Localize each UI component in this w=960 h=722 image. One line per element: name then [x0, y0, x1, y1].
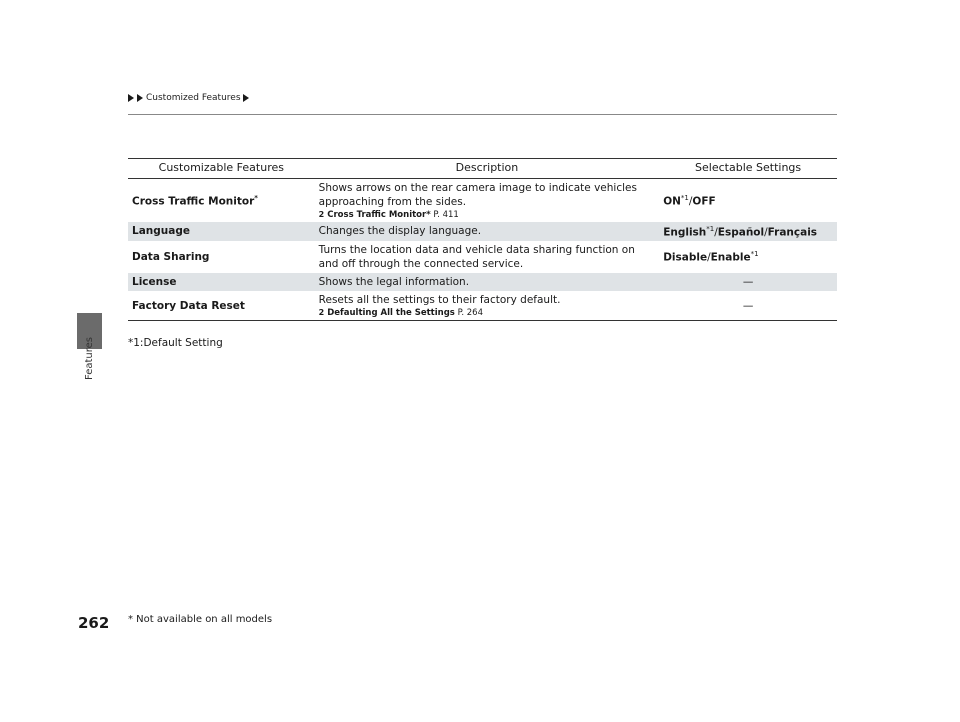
default-setting-note: *1:Default Setting [128, 337, 223, 349]
description-text: Shows the legal information. [318, 275, 470, 288]
table-row [128, 273, 837, 291]
description-cell [315, 222, 660, 240]
description-cell [315, 291, 660, 321]
feature-cell [128, 273, 315, 291]
settings-cell: — [659, 273, 837, 291]
table-header-row [128, 159, 837, 179]
cross-reference-link[interactable]: 2 Defaulting All the Settings P. 264 [318, 308, 483, 319]
feature-cell [128, 222, 315, 240]
availability-footnote: * Not available on all models [128, 614, 273, 625]
breadcrumb-section[interactable]: Customized Features [146, 93, 241, 103]
description-cell [315, 273, 660, 291]
table-row [128, 222, 837, 240]
settings-cell: — [659, 291, 837, 321]
description-text: Changes the display language. [318, 225, 482, 238]
header-description: Description [315, 159, 660, 179]
table-row [128, 291, 837, 321]
feature-name: License [132, 275, 177, 288]
breadcrumb [128, 93, 250, 103]
reference-arrow-icon: 2 [318, 308, 325, 318]
breadcrumb-arrow-icon [128, 94, 134, 102]
header-customizable-features: Customizable Features [128, 159, 315, 179]
description-text: Resets all the settings to their factory default. [318, 294, 561, 307]
settings-cell: English$^{*1}$/Español/Français [659, 222, 837, 240]
description-text: Turns the location data and vehicle data sharing function on and off through the connected service. [318, 243, 635, 270]
table-row [128, 241, 837, 273]
header-selectable-settings: Selectable Settings [659, 159, 837, 179]
feature-name: Language [132, 225, 190, 238]
feature-name: Cross Traffic Monitor* [132, 193, 258, 208]
feature-name: Factory Data Reset [132, 299, 245, 312]
feature-cell [128, 179, 315, 223]
table-row [128, 179, 837, 223]
breadcrumb-arrow-icon [243, 94, 249, 102]
description-text: Shows arrows on the rear camera image to indicate vehicles approaching from the sides. [318, 182, 637, 209]
section-label: Features [84, 337, 95, 380]
cross-reference-link[interactable]: 2 Cross Traffic Monitor* P. 411 [318, 210, 459, 221]
settings-cell: Disable/Enable$^{*1}$ [663, 249, 759, 264]
page-number: 262 [78, 614, 110, 632]
description-cell [315, 241, 660, 273]
description-cell [315, 179, 660, 223]
settings-cell: ON$^{*1}$/OFF [663, 193, 716, 208]
header-rule [128, 114, 837, 115]
feature-cell [128, 241, 315, 273]
reference-arrow-icon: 2 [318, 210, 325, 220]
features-table [128, 158, 837, 321]
feature-name: Data Sharing [132, 250, 210, 263]
feature-cell [128, 291, 315, 321]
breadcrumb-arrow-icon [137, 94, 143, 102]
